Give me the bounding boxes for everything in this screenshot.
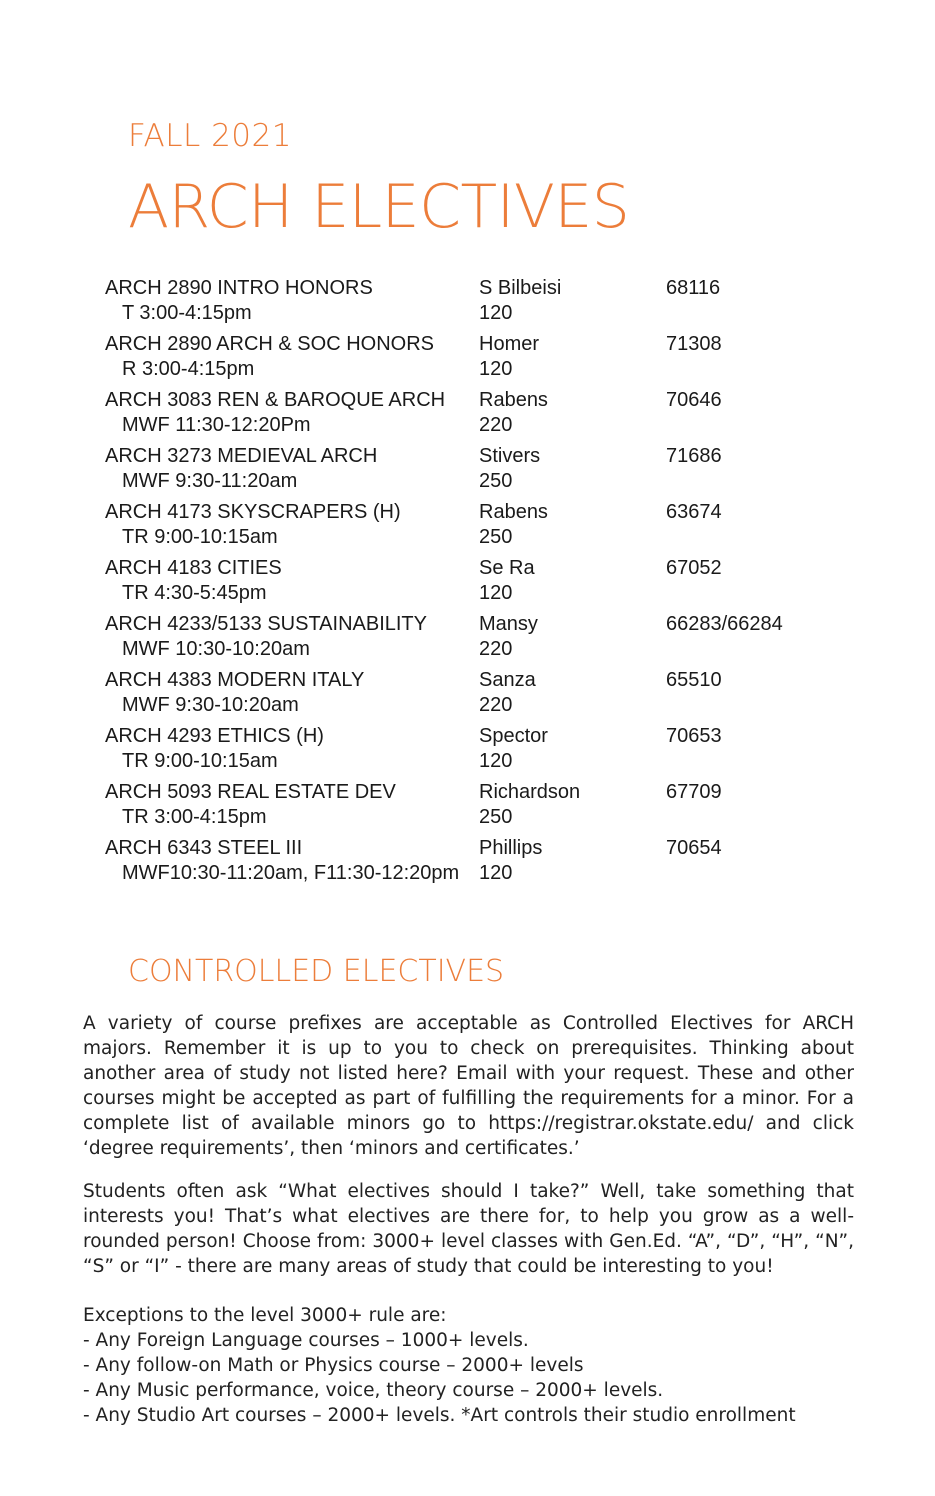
controlled-electives-paragraph-2: Students often ask “What electives should I take?” Well, take something that interests you! That’s what electives are there for, to help you grow as a well-rounded person! Choose from: 3000+ level classes with Gen.Ed. “A”, “D”, “H”, “N”, “S” or “I” - there are many areas of study that could be interesting to you!: [83, 1181, 854, 1277]
course-instructor: Sanza: [479, 669, 536, 691]
course-row: [105, 668, 885, 724]
controlled-electives-heading: CONTROLLED ELECTIVES: [128, 954, 505, 989]
course-instructor: S Bilbeisi: [479, 277, 562, 299]
course-time: TR 9:00-10:15am: [122, 750, 278, 772]
course-row: [105, 500, 885, 556]
course-room: 220: [479, 638, 513, 660]
exception-item: - Any follow-on Math or Physics course – 2000+ levels: [83, 1355, 584, 1376]
page-title: ARCH ELECTIVES: [128, 172, 630, 242]
course-time: MWF 9:30-11:20am: [122, 470, 298, 492]
course-time: MWF 9:30-10:20am: [122, 694, 299, 716]
course-time: TR 3:00-4:15pm: [122, 806, 267, 828]
course-time: MWF10:30-11:20am, F11:30-12:20pm: [122, 862, 460, 884]
course-room: 120: [479, 862, 513, 884]
course-room: 120: [479, 582, 513, 604]
exception-item: - Any Foreign Language courses – 1000+ levels.: [83, 1330, 529, 1351]
course-time: MWF 11:30-12:20Pm: [122, 414, 311, 436]
course-crn: 71308: [666, 333, 722, 355]
course-row: [105, 780, 885, 836]
course-instructor: Stivers: [479, 445, 541, 467]
course-time: TR 4:30-5:45pm: [122, 582, 267, 604]
course-crn: 67709: [666, 781, 722, 803]
exception-item: - Any Music performance, voice, theory course – 2000+ levels.: [83, 1380, 664, 1401]
course-time: R 3:00-4:15pm: [122, 358, 255, 380]
course-row: [105, 388, 885, 444]
exceptions-block: [83, 1303, 883, 1428]
course-room: 250: [479, 806, 513, 828]
course-time: TR 9:00-10:15am: [122, 526, 278, 548]
course-row: [105, 612, 885, 668]
course-instructor: Richardson: [479, 781, 581, 803]
course-list: [105, 276, 885, 892]
controlled-electives-paragraph-1: A variety of course prefixes are acceptable as Controlled Electives for ARCH majors. Remember it is up to you to check on prerequisites. Thinking about another area of study not listed here? Email with your request. These and other courses might be accepted as part of fulfilling the requirements for a minor. For a complete list of available minors go to https://registrar.okstate.edu/ and click ‘degree requirements’, then ‘minors and certificates.’: [83, 1013, 854, 1159]
course-row: [105, 332, 885, 388]
course-name: ARCH 4183 CITIES: [105, 557, 282, 579]
course-crn: 63674: [666, 501, 722, 523]
course-room: 250: [479, 470, 513, 492]
course-instructor: Spector: [479, 725, 548, 747]
term-label: FALL 2021: [128, 118, 292, 154]
course-name: ARCH 4233/5133 SUSTAINABILITY: [105, 613, 427, 635]
course-crn: 66283/66284: [666, 613, 783, 635]
course-room: 220: [479, 694, 513, 716]
course-instructor: Rabens: [479, 389, 548, 411]
course-room: 250: [479, 526, 513, 548]
course-name: ARCH 3083 REN & BAROQUE ARCH: [105, 389, 446, 411]
course-time: T 3:00-4:15pm: [122, 302, 252, 324]
course-crn: 65510: [666, 669, 722, 691]
course-name: ARCH 2890 ARCH & SOC HONORS: [105, 333, 434, 355]
course-name: ARCH 3273 MEDIEVAL ARCH: [105, 445, 378, 467]
course-name: ARCH 4173 SKYSCRAPERS (H): [105, 501, 401, 523]
course-crn: 70654: [666, 837, 722, 859]
course-instructor: Phillips: [479, 837, 543, 859]
exceptions-list: [83, 1328, 883, 1428]
course-room: 120: [479, 750, 513, 772]
exception-item: - Any Studio Art courses – 2000+ levels. *Art controls their studio enrollment: [83, 1405, 796, 1426]
course-room: 220: [479, 414, 513, 436]
course-row: [105, 724, 885, 780]
course-name: ARCH 2890 INTRO HONORS: [105, 277, 373, 299]
course-room: 120: [479, 358, 513, 380]
course-crn: 67052: [666, 557, 722, 579]
course-crn: 70646: [666, 389, 722, 411]
course-row: [105, 556, 885, 612]
course-instructor: Se Ra: [479, 557, 535, 579]
exceptions-intro: Exceptions to the level 3000+ rule are:: [83, 1305, 447, 1326]
course-instructor: Mansy: [479, 613, 538, 635]
course-instructor: Rabens: [479, 501, 548, 523]
course-crn: 68116: [666, 277, 721, 299]
course-name: ARCH 5093 REAL ESTATE DEV: [105, 781, 396, 803]
course-name: ARCH 4293 ETHICS (H): [105, 725, 324, 747]
course-row: [105, 276, 885, 332]
course-name: ARCH 4383 MODERN ITALY: [105, 669, 365, 691]
course-row: [105, 444, 885, 500]
course-crn: 71686: [666, 445, 722, 467]
course-room: 120: [479, 302, 513, 324]
course-crn: 70653: [666, 725, 722, 747]
course-name: ARCH 6343 STEEL III: [105, 837, 303, 859]
course-time: MWF 10:30-10:20am: [122, 638, 310, 660]
course-instructor: Homer: [479, 333, 540, 355]
course-row: [105, 836, 885, 892]
